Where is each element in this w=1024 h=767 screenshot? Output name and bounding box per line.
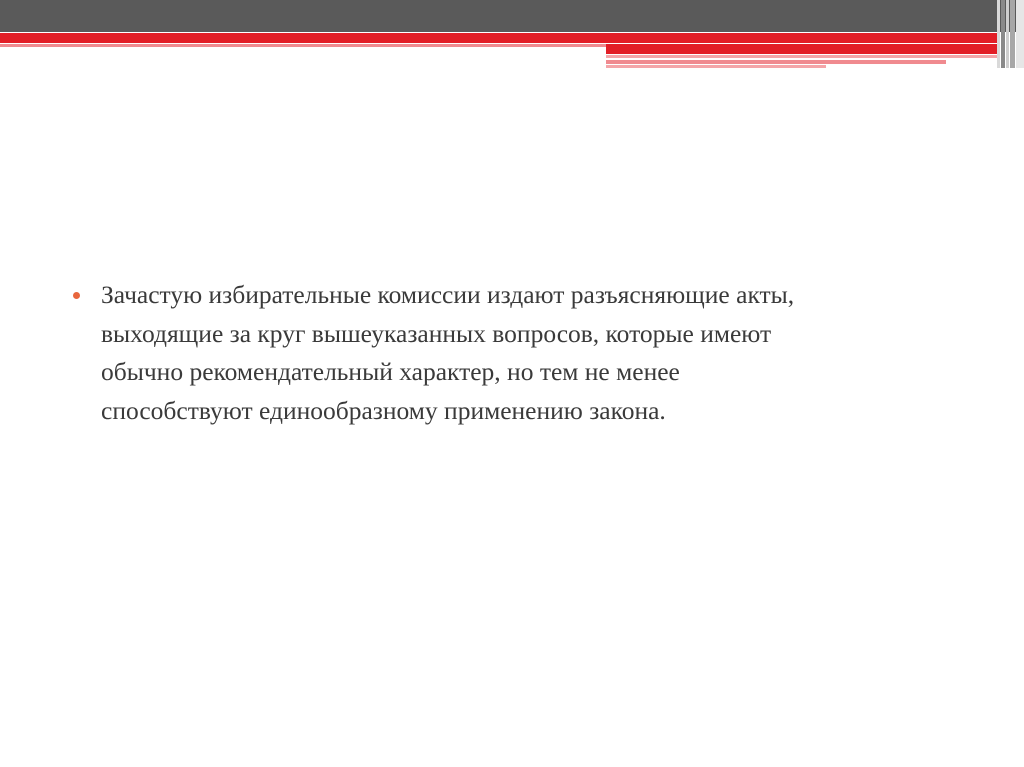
header-stripe-pink — [0, 44, 606, 47]
header-stripe-red — [0, 33, 1000, 43]
corner-stripe — [1001, 0, 1005, 68]
header-stripe-red-step — [606, 44, 1000, 54]
header-band — [0, 0, 1024, 32]
bullet-item — [70, 276, 970, 430]
corner-stripe — [997, 0, 1000, 68]
header-stripe-pink-3 — [606, 65, 826, 68]
header-stripe-pink-2 — [606, 60, 946, 64]
corner-stripe — [1016, 0, 1024, 68]
slide-body — [70, 276, 970, 430]
bullet-line: Зачастую избирательные комиссии издают разъясняющие акты, — [101, 280, 795, 309]
corner-stripe — [1010, 0, 1015, 68]
bullet-line: обычно рекомендательный характер, но тем не менее — [101, 357, 680, 386]
corner-stripe — [1006, 0, 1009, 68]
bullet-line: способствуют единообразному применению закона. — [101, 395, 666, 425]
bullet-line: выходящие за круг вышеуказанных вопросов, которые имеют — [101, 318, 772, 348]
header-stripe-pink-1 — [606, 55, 1000, 58]
bullet-dot-icon — [73, 292, 80, 299]
